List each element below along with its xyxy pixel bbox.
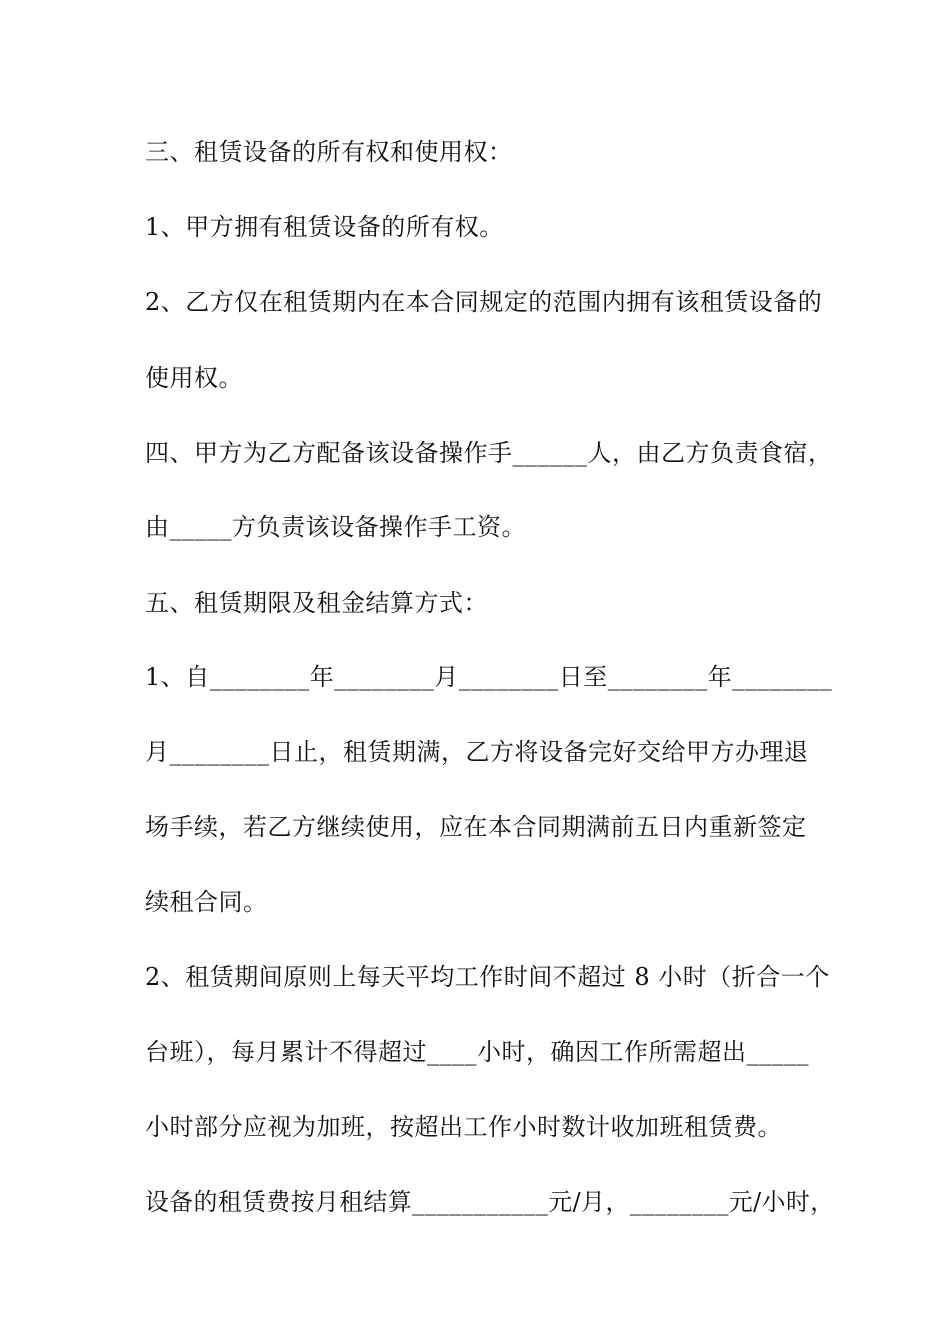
clause-5-1-line-4: 续租合同。 bbox=[145, 888, 268, 916]
clause-5-2-line-2: 台班），每月累计不得超过____小时，确因工作所需超出_____ bbox=[145, 1038, 809, 1066]
clause-3-1: 1、甲方拥有租赁设备的所有权。 bbox=[145, 213, 504, 241]
section-3-heading: 三、租赁设备的所有权和使用权： bbox=[145, 138, 513, 166]
clause-5-2-line-3: 小时部分应视为加班，按超出工作小时数计收加班租赁费。 bbox=[145, 1113, 782, 1141]
clause-5-2-line-1: 2、租赁期间原则上每天平均工作时间不超过 8 小时（折合一个 bbox=[145, 963, 830, 991]
section-4-line-1: 四、甲方为乙方配备该设备操作手______人，由乙方负责食宿， bbox=[145, 439, 833, 467]
section-4-line-2: 由_____方负责该设备操作手工资。 bbox=[145, 513, 526, 541]
clause-5-1-line-1: 1、自________年________月________日至________年________ bbox=[145, 663, 833, 691]
clause-3-2-line-1: 2、乙方仅在租赁期内在本合同规定的范围内拥有该租赁设备的 bbox=[145, 288, 823, 316]
section-5-heading: 五、租赁期限及租金结算方式： bbox=[145, 589, 488, 617]
clause-3-2-line-2: 使用权。 bbox=[145, 364, 243, 392]
clause-5-1-line-3: 场手续，若乙方继续使用，应在本合同期满前五日内重新签定 bbox=[145, 813, 807, 841]
clause-5-1-line-2: 月________日止，租赁期满，乙方将设备完好交给甲方办理退 bbox=[145, 738, 809, 766]
rental-fee-line: 设备的租赁费按月租结算___________元/月，________元/小时， bbox=[145, 1188, 835, 1216]
